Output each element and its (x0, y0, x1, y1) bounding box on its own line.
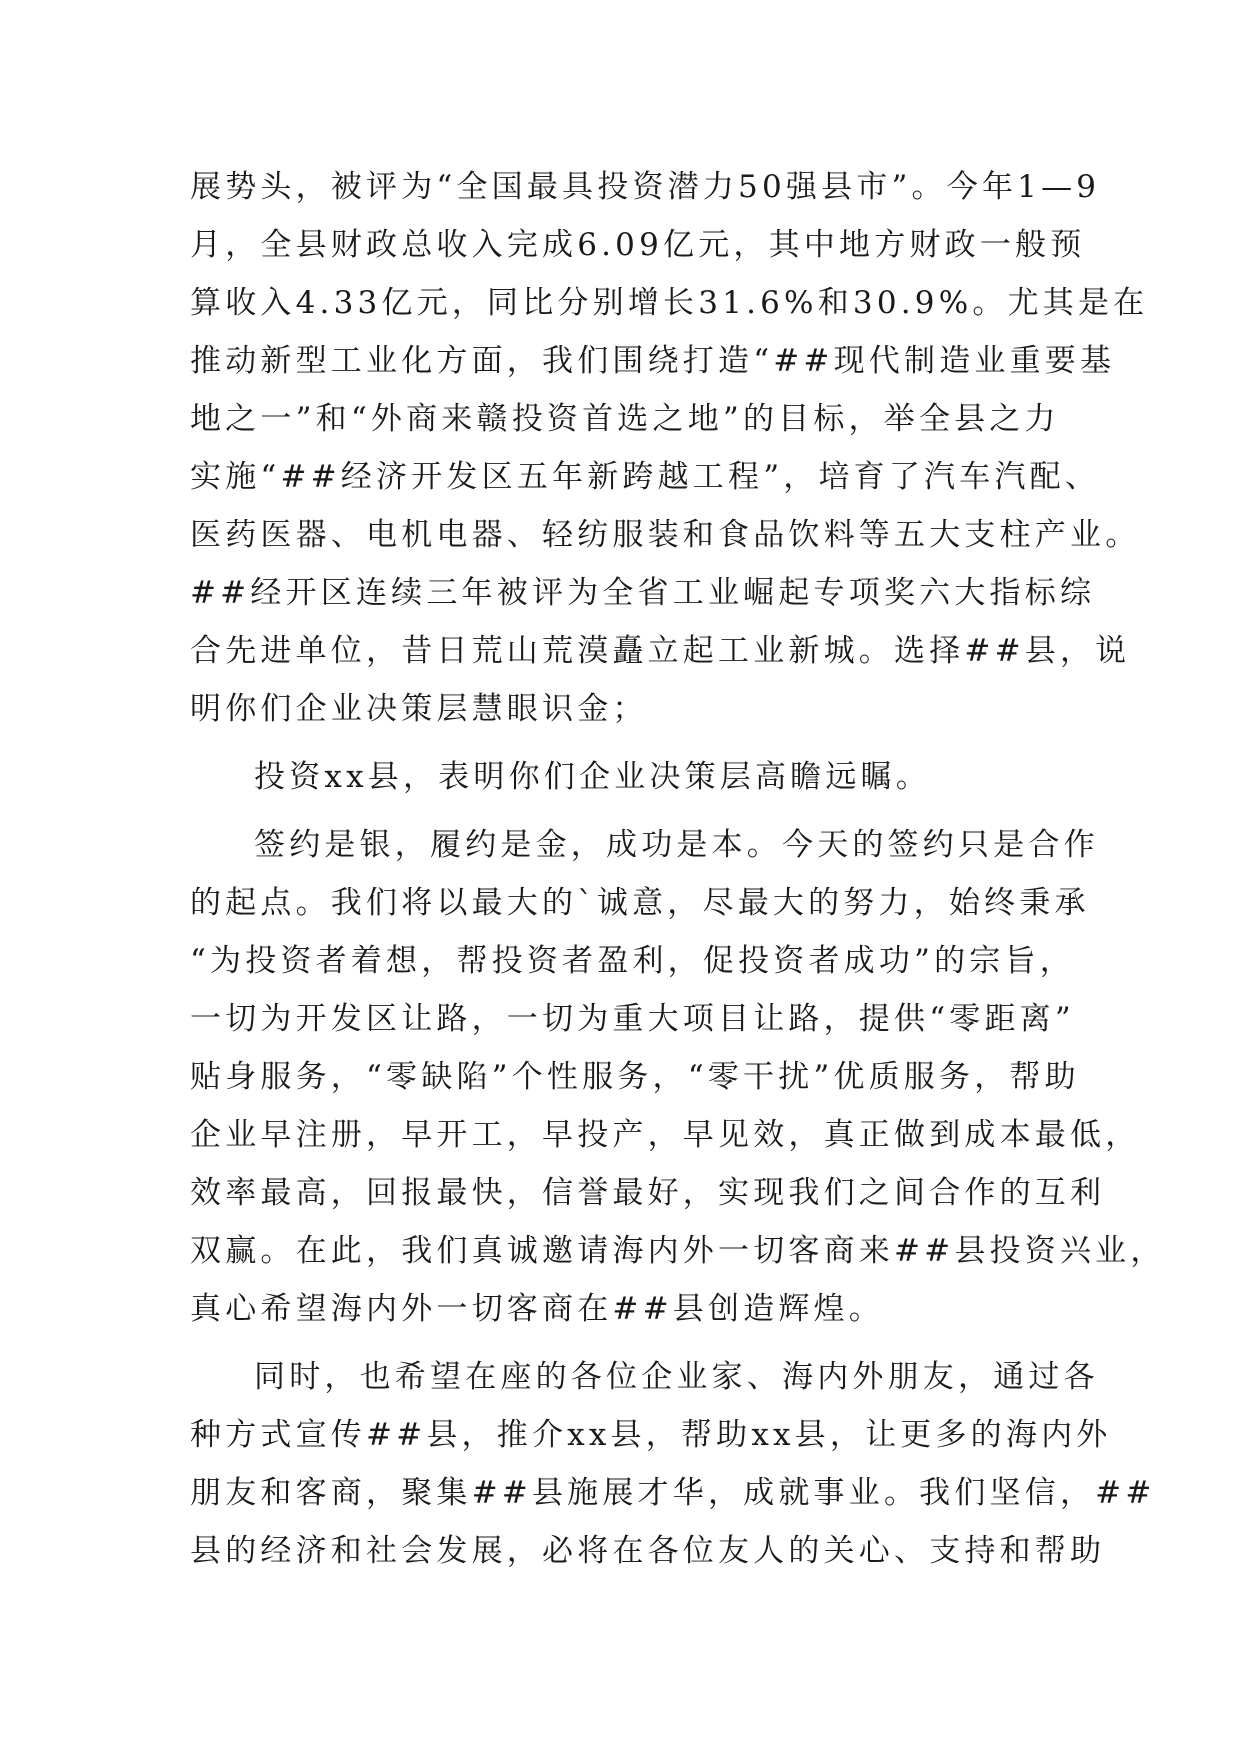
text-line: 推动新型工业化方面，我们围绕打造“##现代制造业重要基 (190, 343, 1116, 379)
text-line: 算收入4.33亿元，同比分别增长31.6%和30.9%。尤其是在 (190, 285, 1149, 321)
paragraph-gap (190, 806, 1050, 816)
text-line: 一切为开发区让路，一切为重大项目让路，提供“零距离” (190, 1001, 1075, 1037)
text-line: 实施“##经济开发区五年新跨越工程”，培育了汽车汽配、 (190, 459, 1101, 495)
text-line: 朋友和客商，聚集##县施展才华，成就事业。我们坚信，## (190, 1475, 1156, 1511)
text-line: 展势头，被评为“全国最具投资潜力50强县市”。今年1—9 (190, 169, 1101, 205)
text-line: 企业早注册，早开工，早投产，早见效，真正做到成本最低， (190, 1117, 1141, 1153)
text-line: 县的经济和社会发展，必将在各位友人的关心、支持和帮助 (190, 1533, 1106, 1569)
text-line: 种方式宣传##县，推介xx县，帮助xx县，让更多的海内外 (190, 1417, 1112, 1453)
text-line: 地之一”和“外商来赣投资首选之地”的目标，举全县之力 (190, 401, 1060, 437)
text-line: 效率最高，回报最快，信誉最好，实现我们之间合作的互利 (190, 1175, 1106, 1211)
text-line: 贴身服务，“零缺陷”个性服务，“零干扰”优质服务，帮助 (190, 1059, 1080, 1095)
text-line: 真心希望海内外一切客商在##县创造辉煌。 (190, 1291, 884, 1327)
text-line: 的起点。我们将以最大的`诚意，尽最大的努力，始终秉承 (190, 885, 1090, 921)
paragraph-gap (190, 1338, 1050, 1348)
text-line: 明你们企业决策层慧眼识金； (190, 691, 648, 727)
text-line: “为投资者着想，帮投资者盈利，促投资者成功”的宗旨， (190, 943, 1075, 979)
text-line: 同时，也希望在座的各位企业家、海内外朋友，通过各 (254, 1359, 1099, 1395)
text-line: 双赢。在此，我们真诚邀请海内外一切客商来##县投资兴业， (190, 1233, 1166, 1269)
text-line: ##经开区连续三年被评为全省工业崛起专项奖六大指标综 (190, 575, 1096, 611)
text-line: 月，全县财政总收入完成6.09亿元，其中地方财政一般预 (190, 227, 1086, 263)
text-line: 合先进单位，昔日荒山荒漠矗立起工业新城。选择##县，说 (190, 633, 1131, 669)
paragraph-gap (190, 738, 1050, 748)
text-line: 投资xx县，表明你们企业决策层高瞻远瞩。 (254, 759, 931, 795)
text-line: 签约是银，履约是金，成功是本。今天的签约只是合作 (254, 827, 1099, 863)
text-line: 医药医器、电机电器、轻纺服装和食品饮料等五大支柱产业。 (190, 517, 1141, 553)
document-body (190, 158, 1166, 1580)
